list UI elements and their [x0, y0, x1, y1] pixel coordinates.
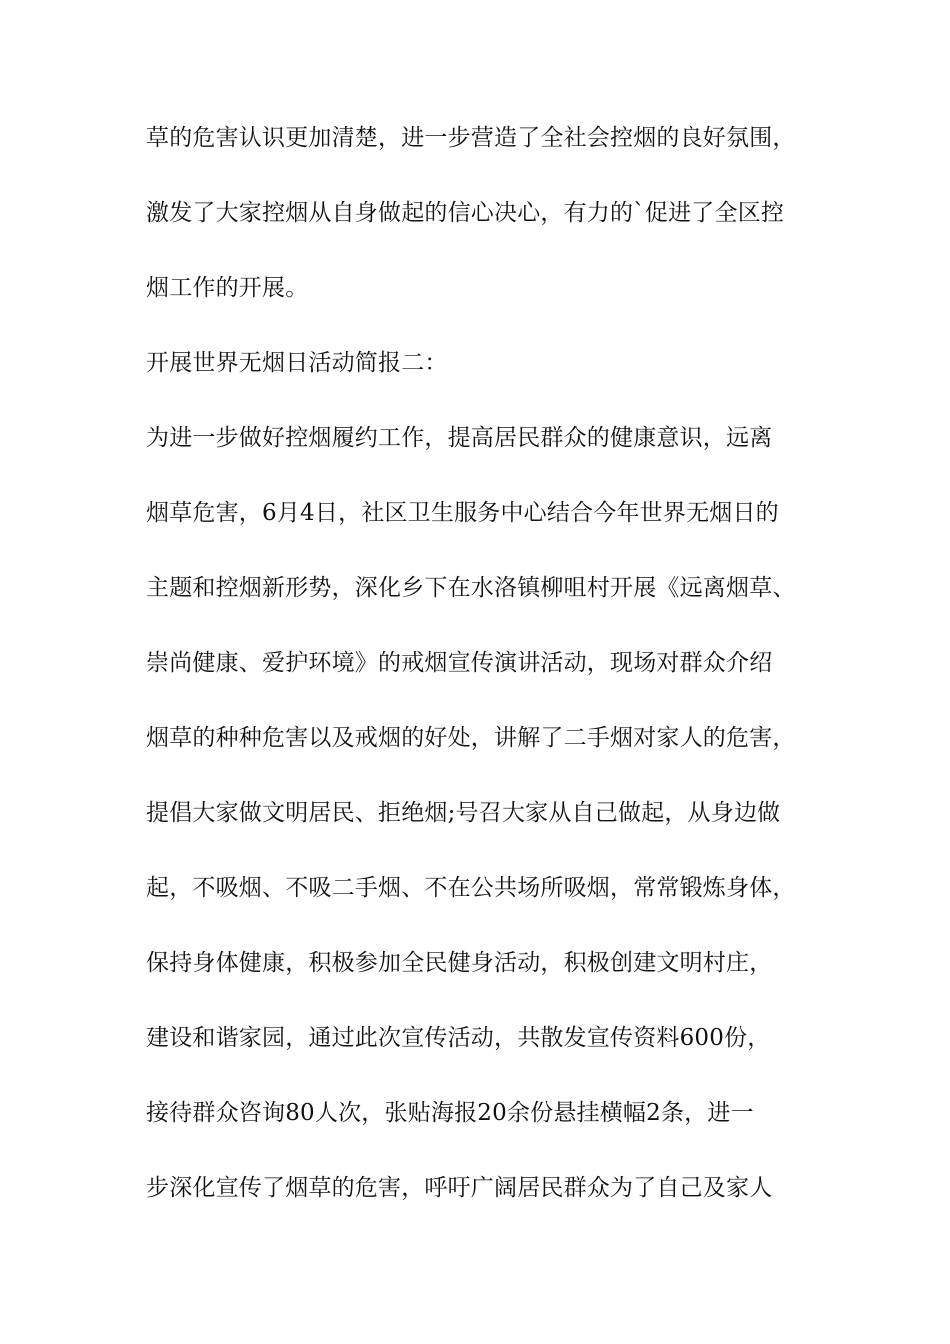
text-line: 主题和控烟新形势，深化乡下在水洛镇柳咀村开展《远离烟草、	[146, 575, 796, 601]
text-line: 崇尚健康、爱护环境》的戒烟宣传演讲活动，现场对群众介绍	[146, 650, 773, 676]
text-line: 提倡大家做文明居民、拒绝烟;号召大家从自己做起，从身边做	[146, 800, 781, 826]
text-line: 步深化宣传了烟草的危害，呼吁广阔居民群众为了自己及家人	[146, 1175, 773, 1201]
body-text	[146, 126, 846, 1251]
section-heading: 开展世界无烟日活动简报二：	[146, 350, 448, 376]
text-line: 烟草的种种危害以及戒烟的好处，讲解了二手烟对家人的危害，	[146, 725, 796, 751]
text-line: 起，不吸烟、不吸二手烟、不在公共场所吸烟，常常锻炼身体，	[146, 875, 796, 901]
text-line: 接待群众咨询80人次，张贴海报20余份悬挂横幅2条，进一	[146, 1100, 754, 1126]
text-line: 建设和谐家园，通过此次宣传活动，共散发宣传资料600份，	[146, 1025, 771, 1051]
text-line: 烟工作的开展。	[146, 275, 309, 301]
text-line: 烟草危害，6月4日，社区卫生服务中心结合今年世界无烟日的	[146, 500, 779, 526]
text-line: 草的危害认识更加清楚，进一步营造了全社会控烟的良好氛围，	[146, 125, 796, 151]
text-line: 为进一步做好控烟履约工作，提高居民群众的健康意识，远离	[146, 425, 773, 451]
text-line: 激发了大家控烟从自身做起的信心决心，有力的`促进了全区控	[146, 200, 785, 226]
text-line: 保持身体健康，积极参加全民健身活动，积极创建文明村庄，	[146, 950, 773, 976]
